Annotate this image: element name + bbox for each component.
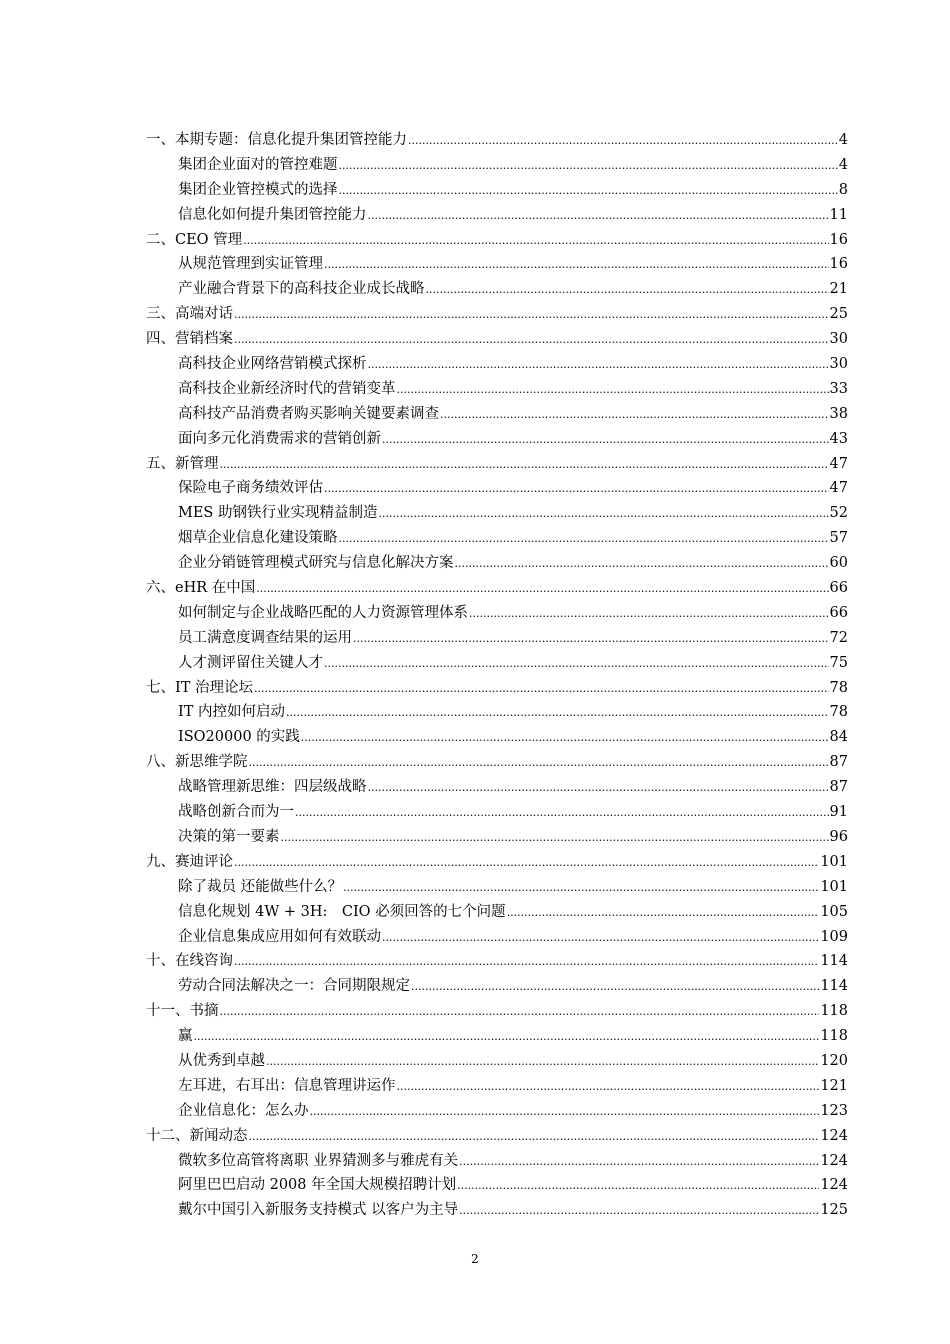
dot-leader bbox=[324, 655, 829, 671]
toc-section-entry[interactable] bbox=[146, 750, 848, 775]
toc-subentry[interactable] bbox=[146, 277, 848, 302]
toc-section-entry[interactable] bbox=[146, 949, 848, 974]
toc-entry-page: 101 bbox=[820, 853, 848, 870]
toc-subentry[interactable] bbox=[146, 626, 848, 651]
toc-subentry[interactable] bbox=[146, 925, 848, 950]
toc-entry-page: 121 bbox=[820, 1077, 848, 1094]
dot-leader bbox=[343, 879, 819, 895]
dot-leader bbox=[382, 929, 819, 945]
toc-entry-page: 87 bbox=[829, 779, 848, 796]
dot-leader bbox=[459, 1153, 819, 1169]
dot-leader bbox=[382, 431, 829, 447]
dot-leader bbox=[457, 1177, 819, 1193]
toc-section-entry[interactable] bbox=[146, 850, 848, 875]
toc-entry-title: 企业信息化：怎么办 bbox=[178, 1102, 309, 1119]
toc-entry-title: 戴尔中国引入新服务支持模式 以客户为主导 bbox=[178, 1202, 459, 1219]
toc-entry-page: 72 bbox=[829, 629, 848, 646]
toc-entry-title: 十一、书摘 bbox=[146, 1003, 219, 1020]
toc-entry-title: 从优秀到卓越 bbox=[178, 1052, 265, 1069]
toc-entry-title: 左耳进，右耳出：信息管理讲运作 bbox=[178, 1077, 396, 1094]
toc-subentry[interactable] bbox=[146, 203, 848, 228]
toc-entry-title: 集团企业面对的管控难题 bbox=[178, 156, 338, 173]
toc-subentry[interactable] bbox=[146, 875, 848, 900]
dot-leader bbox=[339, 182, 838, 198]
toc-entry-page: 38 bbox=[829, 405, 848, 422]
toc-subentry[interactable] bbox=[146, 800, 848, 825]
toc-entry-page: 33 bbox=[829, 380, 848, 397]
dot-leader bbox=[411, 978, 819, 994]
toc-entry-page: 91 bbox=[829, 804, 848, 821]
toc-entry-title: 九、赛迪评论 bbox=[146, 853, 233, 870]
toc-entry-title: 集团企业管控模式的选择 bbox=[178, 181, 338, 198]
dot-leader bbox=[249, 1128, 820, 1144]
dot-leader bbox=[378, 505, 828, 521]
toc-entry-title: 产业融合背景下的高科技企业成长战略 bbox=[178, 281, 425, 298]
dot-leader bbox=[368, 207, 829, 223]
toc-entry-title: ISO20000 的实践 bbox=[178, 729, 300, 746]
toc-entry-title: 高科技企业新经济时代的营销变革 bbox=[178, 380, 396, 397]
toc-entry-title: 八、新思维学院 bbox=[146, 754, 248, 771]
toc-entry-title: 信息化如何提升集团管控能力 bbox=[178, 206, 367, 223]
toc-subentry[interactable] bbox=[146, 1149, 848, 1174]
dot-leader bbox=[426, 281, 829, 297]
toc-entry-page: 124 bbox=[820, 1152, 848, 1169]
toc-section-entry[interactable] bbox=[146, 452, 848, 477]
toc-entry-page: 8 bbox=[838, 181, 848, 198]
toc-subentry[interactable] bbox=[146, 402, 848, 427]
toc-entry-title: 微软多位高管将离职 业界猜测多与雅虎有关 bbox=[178, 1152, 459, 1169]
dot-leader bbox=[243, 232, 828, 248]
toc-entry-title: 阿里巴巴启动 2008 年全国大规模招聘计划 bbox=[178, 1177, 457, 1194]
toc-subentry[interactable] bbox=[146, 551, 848, 576]
toc-entry-page: 30 bbox=[829, 331, 848, 348]
toc-section-entry[interactable] bbox=[146, 1124, 848, 1149]
toc-entry-page: 123 bbox=[820, 1102, 848, 1119]
toc-entry-title: MES 助钢铁行业实现精益制造 bbox=[178, 505, 378, 522]
toc-section-entry[interactable] bbox=[146, 676, 848, 701]
toc-entry-page: 78 bbox=[829, 704, 848, 721]
dot-leader bbox=[234, 953, 819, 969]
dot-leader bbox=[397, 1078, 820, 1094]
toc-entry-page: 118 bbox=[820, 1003, 848, 1020]
toc-entry-title: 赢 bbox=[178, 1028, 193, 1045]
dot-leader bbox=[249, 754, 829, 770]
toc-entry-title: IT 内控如何启动 bbox=[178, 704, 286, 721]
dot-leader bbox=[353, 630, 829, 646]
toc-section-entry[interactable] bbox=[146, 228, 848, 253]
toc-entry-page: 84 bbox=[829, 729, 848, 746]
toc-subentry[interactable] bbox=[146, 1024, 848, 1049]
toc-entry-title: 企业信息集成应用如何有效联动 bbox=[178, 928, 381, 945]
toc-entry-title: 二、CEO 管理 bbox=[146, 231, 243, 248]
toc-subentry[interactable] bbox=[146, 775, 848, 800]
dot-leader bbox=[266, 1053, 819, 1069]
toc-entry-title: 如何制定与企业战略匹配的人力资源管理体系 bbox=[178, 604, 468, 621]
dot-leader bbox=[281, 829, 829, 845]
table-of-contents bbox=[146, 128, 848, 1223]
toc-entry-page: 66 bbox=[829, 580, 848, 597]
toc-entry-page: 52 bbox=[829, 505, 848, 522]
toc-section-entry[interactable] bbox=[146, 327, 848, 352]
toc-subentry[interactable] bbox=[146, 1173, 848, 1198]
toc-entry-title: 企业分销链管理模式研究与信息化解决方案 bbox=[178, 555, 454, 572]
toc-entry-page: 118 bbox=[820, 1028, 848, 1045]
dot-leader bbox=[234, 854, 819, 870]
toc-entry-page: 30 bbox=[829, 356, 848, 373]
dot-leader bbox=[368, 356, 829, 372]
toc-subentry[interactable] bbox=[146, 974, 848, 999]
dot-leader bbox=[286, 704, 829, 720]
toc-entry-title: 除了裁员 还能做些什么？ bbox=[178, 878, 343, 895]
toc-subentry[interactable] bbox=[146, 252, 848, 277]
toc-entry-title: 劳动合同法解决之一：合同期限规定 bbox=[178, 978, 410, 995]
toc-subentry[interactable] bbox=[146, 825, 848, 850]
toc-entry-title: 高科技企业网络营销模式探析 bbox=[178, 356, 367, 373]
dot-leader bbox=[234, 331, 829, 347]
toc-entry-page: 25 bbox=[829, 306, 848, 323]
dot-leader bbox=[440, 406, 829, 422]
toc-entry-page: 57 bbox=[829, 530, 848, 547]
toc-subentry[interactable] bbox=[146, 651, 848, 676]
toc-entry-page: 47 bbox=[829, 455, 848, 472]
toc-entry-page: 75 bbox=[829, 654, 848, 671]
toc-subentry[interactable] bbox=[146, 1198, 848, 1223]
toc-entry-title: 十、在线咨询 bbox=[146, 953, 233, 970]
toc-entry-page: 87 bbox=[829, 754, 848, 771]
dot-leader bbox=[301, 729, 829, 745]
toc-section-entry[interactable] bbox=[146, 576, 848, 601]
dot-leader bbox=[220, 1003, 820, 1019]
toc-entry-title: 高科技产品消费者购买影响关键要素调查 bbox=[178, 405, 439, 422]
dot-leader bbox=[339, 157, 838, 173]
toc-entry-title: 战略创新合而为一 bbox=[178, 804, 294, 821]
toc-entry-page: 21 bbox=[829, 281, 848, 298]
toc-entry-title: 四、营销档案 bbox=[146, 331, 233, 348]
toc-entry-page: 66 bbox=[829, 604, 848, 621]
toc-entry-title: 人才测评留住关键人才 bbox=[178, 654, 323, 671]
toc-entry-title: 信息化规划 4W + 3H: CIO 必须回答的七个问题 bbox=[178, 903, 506, 920]
dot-leader bbox=[234, 306, 829, 322]
toc-entry-title: 保险电子商务绩效评估 bbox=[178, 480, 323, 497]
toc-entry-page: 78 bbox=[829, 679, 848, 696]
dot-leader bbox=[324, 256, 829, 272]
dot-leader bbox=[254, 680, 829, 696]
toc-entry-title: 决策的第一要素 bbox=[178, 828, 280, 845]
toc-entry-page: 16 bbox=[829, 231, 848, 248]
toc-entry-title: 十二、新闻动态 bbox=[146, 1127, 248, 1144]
toc-section-entry[interactable] bbox=[146, 999, 848, 1024]
toc-entry-page: 124 bbox=[820, 1177, 848, 1194]
toc-entry-title: 面向多元化消费需求的营销创新 bbox=[178, 430, 381, 447]
toc-entry-page: 4 bbox=[838, 156, 848, 173]
dot-leader bbox=[310, 1103, 820, 1119]
toc-subentry[interactable] bbox=[146, 352, 848, 377]
toc-entry-page: 125 bbox=[820, 1202, 848, 1219]
toc-entry-page: 16 bbox=[829, 256, 848, 273]
toc-entry-page: 105 bbox=[820, 903, 848, 920]
dot-leader bbox=[408, 132, 838, 148]
dot-leader bbox=[507, 904, 820, 920]
toc-entry-page: 109 bbox=[820, 928, 848, 945]
toc-entry-title: 烟草企业信息化建设策略 bbox=[178, 530, 338, 547]
toc-subentry[interactable] bbox=[146, 1099, 848, 1124]
toc-entry-page: 11 bbox=[829, 206, 848, 223]
toc-subentry[interactable] bbox=[146, 1049, 848, 1074]
toc-subentry[interactable] bbox=[146, 501, 848, 526]
toc-subentry[interactable] bbox=[146, 476, 848, 501]
page-number: 2 bbox=[471, 1252, 479, 1266]
toc-subentry[interactable] bbox=[146, 377, 848, 402]
toc-subentry[interactable] bbox=[146, 725, 848, 750]
dot-leader bbox=[459, 1202, 819, 1218]
toc-subentry[interactable] bbox=[146, 153, 848, 178]
toc-entry-title: 一、本期专题：信息化提升集团管控能力 bbox=[146, 132, 407, 148]
dot-leader bbox=[194, 1028, 820, 1044]
toc-subentry[interactable] bbox=[146, 601, 848, 626]
toc-subentry[interactable] bbox=[146, 900, 848, 925]
toc-entry-page: 47 bbox=[829, 480, 848, 497]
dot-leader bbox=[339, 530, 829, 546]
toc-entry-page: 60 bbox=[829, 555, 848, 572]
toc-entry-page: 124 bbox=[820, 1127, 848, 1144]
toc-entry-page: 43 bbox=[829, 430, 848, 447]
toc-entry-title: 七、IT 治理论坛 bbox=[146, 679, 254, 696]
toc-subentry[interactable] bbox=[146, 178, 848, 203]
dot-leader bbox=[256, 580, 828, 596]
dot-leader bbox=[295, 804, 829, 820]
toc-entry-page: 114 bbox=[820, 978, 848, 995]
toc-entry-page: 101 bbox=[820, 878, 848, 895]
toc-entry-title: 五、新管理 bbox=[146, 455, 219, 472]
dot-leader bbox=[220, 456, 829, 472]
toc-section-entry[interactable] bbox=[146, 302, 848, 327]
toc-entry-title: 六、eHR 在中国 bbox=[146, 580, 256, 597]
toc-entry-page: 96 bbox=[829, 828, 848, 845]
toc-entry-page: 120 bbox=[820, 1052, 848, 1069]
dot-leader bbox=[368, 779, 829, 795]
toc-subentry[interactable] bbox=[146, 526, 848, 551]
dot-leader bbox=[397, 381, 829, 397]
dot-leader bbox=[324, 480, 829, 496]
toc-entry-title: 从规范管理到实证管理 bbox=[178, 256, 323, 273]
toc-entry-title: 员工满意度调查结果的运用 bbox=[178, 629, 352, 646]
toc-subentry[interactable] bbox=[146, 427, 848, 452]
toc-entry-title: 三、高端对话 bbox=[146, 306, 233, 323]
toc-entry-page: 114 bbox=[820, 953, 848, 970]
toc-subentry[interactable] bbox=[146, 1074, 848, 1099]
toc-section-entry[interactable] bbox=[146, 128, 848, 153]
dot-leader bbox=[455, 555, 829, 571]
toc-subentry[interactable] bbox=[146, 700, 848, 725]
dot-leader bbox=[469, 605, 829, 621]
toc-entry-title: 战略管理新思维：四层级战略 bbox=[178, 779, 367, 796]
toc-entry-page: 4 bbox=[838, 132, 848, 148]
